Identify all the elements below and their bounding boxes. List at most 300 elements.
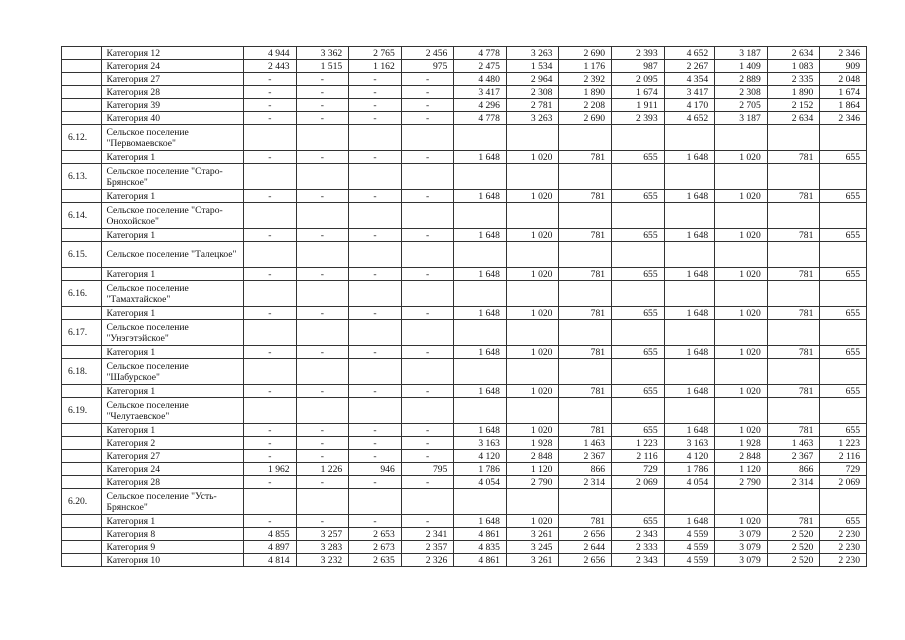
- value-cell: [767, 359, 820, 385]
- value-cell: 4 559: [664, 541, 715, 554]
- value-cell: [664, 489, 715, 515]
- value-cell: [296, 242, 349, 268]
- value-cell: [612, 164, 665, 190]
- value-cell: [244, 125, 297, 151]
- value-cell: [715, 242, 768, 268]
- section-row: [62, 203, 867, 229]
- value-cell: 655: [820, 385, 867, 398]
- value-cell: [820, 125, 867, 151]
- value-cell: 4 652: [664, 112, 715, 125]
- value-cell: [559, 320, 612, 346]
- value-cell: [401, 489, 454, 515]
- value-cell: 1 020: [715, 385, 768, 398]
- value-cell: -: [401, 385, 454, 398]
- value-cell: [454, 125, 507, 151]
- table-row: [62, 229, 867, 242]
- value-cell: 3 362: [296, 47, 349, 60]
- value-cell: 655: [820, 346, 867, 359]
- value-cell: 2 069: [612, 476, 665, 489]
- value-cell: [296, 281, 349, 307]
- value-cell: [349, 359, 402, 385]
- value-cell: -: [349, 437, 402, 450]
- value-cell: [401, 125, 454, 151]
- table-row: [62, 541, 867, 554]
- value-cell: 781: [767, 190, 820, 203]
- value-cell: -: [296, 268, 349, 281]
- value-cell: 781: [559, 268, 612, 281]
- value-cell: [820, 320, 867, 346]
- value-cell: -: [401, 229, 454, 242]
- value-cell: 2 443: [244, 60, 297, 73]
- value-cell: 1 020: [715, 307, 768, 320]
- value-cell: 1 020: [506, 346, 559, 359]
- row-code: 6.13.: [62, 164, 102, 190]
- value-cell: 2 848: [506, 450, 559, 463]
- value-cell: 4 897: [244, 541, 297, 554]
- value-cell: [506, 489, 559, 515]
- value-cell: [559, 164, 612, 190]
- row-code: [62, 229, 102, 242]
- category-name: Категория 1: [102, 190, 244, 203]
- value-cell: 655: [820, 229, 867, 242]
- value-cell: 2 456: [401, 47, 454, 60]
- value-cell: [454, 242, 507, 268]
- value-cell: -: [296, 73, 349, 86]
- section-row: [62, 242, 867, 268]
- value-cell: [612, 398, 665, 424]
- value-cell: [401, 281, 454, 307]
- value-cell: -: [244, 73, 297, 86]
- value-cell: [820, 489, 867, 515]
- value-cell: 781: [767, 515, 820, 528]
- row-code: 6.16.: [62, 281, 102, 307]
- value-cell: 4 559: [664, 528, 715, 541]
- category-name: Категория 27: [102, 450, 244, 463]
- value-cell: 4 480: [454, 73, 507, 86]
- value-cell: -: [296, 437, 349, 450]
- section-row: [62, 359, 867, 385]
- value-cell: 2 208: [559, 99, 612, 112]
- value-cell: 2 848: [715, 450, 768, 463]
- value-cell: 1 020: [715, 424, 768, 437]
- settlement-name: Сельское поселение "Тамахтайское": [102, 281, 244, 307]
- section-row: [62, 398, 867, 424]
- value-cell: [401, 242, 454, 268]
- value-cell: 781: [559, 515, 612, 528]
- value-cell: 781: [559, 346, 612, 359]
- value-cell: -: [349, 99, 402, 112]
- value-cell: [506, 203, 559, 229]
- value-cell: 1 911: [612, 99, 665, 112]
- row-code: [62, 476, 102, 489]
- value-cell: -: [244, 385, 297, 398]
- value-cell: [715, 489, 768, 515]
- value-cell: [820, 398, 867, 424]
- value-cell: 1 648: [664, 307, 715, 320]
- settlement-name: Сельское поселение "Унэгэтэйское": [102, 320, 244, 346]
- category-name: Категория 12: [102, 47, 244, 60]
- value-cell: -: [349, 86, 402, 99]
- value-cell: 2 152: [767, 99, 820, 112]
- value-cell: 975: [401, 60, 454, 73]
- value-cell: 2 069: [820, 476, 867, 489]
- category-name: Категория 9: [102, 541, 244, 554]
- value-cell: [244, 398, 297, 424]
- value-cell: 781: [559, 307, 612, 320]
- value-cell: 4 054: [664, 476, 715, 489]
- value-cell: -: [296, 112, 349, 125]
- value-cell: -: [349, 515, 402, 528]
- value-cell: 2 230: [820, 528, 867, 541]
- value-cell: 1 864: [820, 99, 867, 112]
- value-cell: -: [401, 515, 454, 528]
- table-row: [62, 515, 867, 528]
- value-cell: 1 928: [506, 437, 559, 450]
- value-cell: 2 520: [767, 554, 820, 567]
- value-cell: 1 409: [715, 60, 768, 73]
- value-cell: 2 393: [612, 47, 665, 60]
- value-cell: 2 475: [454, 60, 507, 73]
- value-cell: [664, 242, 715, 268]
- value-cell: 2 343: [612, 528, 665, 541]
- value-cell: [664, 164, 715, 190]
- value-cell: -: [349, 346, 402, 359]
- table-row: [62, 437, 867, 450]
- value-cell: [820, 203, 867, 229]
- value-cell: 2 520: [767, 528, 820, 541]
- value-cell: 1 648: [454, 385, 507, 398]
- value-cell: -: [296, 307, 349, 320]
- table-row: [62, 190, 867, 203]
- table-row: [62, 86, 867, 99]
- row-code: [62, 541, 102, 554]
- value-cell: 3 417: [664, 86, 715, 99]
- value-cell: [506, 398, 559, 424]
- value-cell: 2 393: [612, 112, 665, 125]
- row-code: [62, 346, 102, 359]
- section-row: [62, 489, 867, 515]
- value-cell: -: [349, 151, 402, 164]
- value-cell: -: [296, 190, 349, 203]
- value-cell: -: [244, 346, 297, 359]
- value-cell: [767, 489, 820, 515]
- value-cell: -: [401, 437, 454, 450]
- value-cell: -: [401, 99, 454, 112]
- value-cell: 4 855: [244, 528, 297, 541]
- value-cell: [715, 125, 768, 151]
- value-cell: [664, 125, 715, 151]
- value-cell: [349, 125, 402, 151]
- value-cell: [715, 320, 768, 346]
- value-cell: 4 120: [454, 450, 507, 463]
- value-cell: 2 230: [820, 554, 867, 567]
- value-cell: 866: [767, 463, 820, 476]
- value-cell: -: [401, 73, 454, 86]
- value-cell: 4 814: [244, 554, 297, 567]
- value-cell: 1 648: [454, 151, 507, 164]
- value-cell: -: [244, 112, 297, 125]
- value-cell: [506, 125, 559, 151]
- value-cell: 781: [767, 307, 820, 320]
- value-cell: [506, 359, 559, 385]
- value-cell: 4 778: [454, 47, 507, 60]
- value-cell: [296, 320, 349, 346]
- category-name: Категория 10: [102, 554, 244, 567]
- settlement-name: Сельское поселение "Талецкое": [102, 242, 244, 268]
- value-cell: -: [296, 424, 349, 437]
- row-code: [62, 463, 102, 476]
- value-cell: -: [296, 346, 349, 359]
- value-cell: [401, 164, 454, 190]
- value-cell: 4 296: [454, 99, 507, 112]
- value-cell: -: [296, 99, 349, 112]
- value-cell: 4 944: [244, 47, 297, 60]
- value-cell: -: [349, 476, 402, 489]
- value-cell: [664, 320, 715, 346]
- value-cell: -: [349, 229, 402, 242]
- value-cell: -: [296, 86, 349, 99]
- value-cell: -: [244, 86, 297, 99]
- value-cell: 2 048: [820, 73, 867, 86]
- value-cell: 2 230: [820, 541, 867, 554]
- value-cell: 2 314: [767, 476, 820, 489]
- value-cell: [349, 489, 402, 515]
- value-cell: [349, 281, 402, 307]
- value-cell: 1 674: [612, 86, 665, 99]
- value-cell: 3 079: [715, 541, 768, 554]
- settlement-name: Сельское поселение "Старо-Брянское": [102, 164, 244, 190]
- value-cell: 1 120: [506, 463, 559, 476]
- value-cell: 3 163: [454, 437, 507, 450]
- value-cell: 909: [820, 60, 867, 73]
- value-cell: -: [401, 190, 454, 203]
- value-cell: 2 644: [559, 541, 612, 554]
- value-cell: 781: [559, 385, 612, 398]
- value-cell: -: [349, 73, 402, 86]
- row-code: [62, 450, 102, 463]
- row-code: [62, 86, 102, 99]
- value-cell: 2 653: [349, 528, 402, 541]
- value-cell: [244, 242, 297, 268]
- value-cell: 1 083: [767, 60, 820, 73]
- value-cell: 655: [612, 151, 665, 164]
- row-code: [62, 515, 102, 528]
- settlement-name: Сельское поселение "Челутаевское": [102, 398, 244, 424]
- value-cell: 1 962: [244, 463, 297, 476]
- value-cell: 655: [820, 268, 867, 281]
- value-cell: -: [296, 450, 349, 463]
- category-name: Категория 24: [102, 463, 244, 476]
- table-row: [62, 307, 867, 320]
- value-cell: [767, 125, 820, 151]
- row-code: 6.20.: [62, 489, 102, 515]
- row-code: [62, 73, 102, 86]
- value-cell: 2 333: [612, 541, 665, 554]
- value-cell: 1 648: [454, 515, 507, 528]
- value-cell: [454, 281, 507, 307]
- value-cell: 3 187: [715, 112, 768, 125]
- value-cell: 655: [612, 385, 665, 398]
- value-cell: [349, 320, 402, 346]
- value-cell: 1 648: [454, 307, 507, 320]
- value-cell: 1 674: [820, 86, 867, 99]
- value-cell: -: [401, 450, 454, 463]
- value-cell: -: [296, 515, 349, 528]
- value-cell: [559, 359, 612, 385]
- value-cell: 1 890: [767, 86, 820, 99]
- row-code: [62, 47, 102, 60]
- value-cell: [349, 398, 402, 424]
- value-cell: [612, 125, 665, 151]
- row-code: [62, 151, 102, 164]
- value-cell: -: [401, 112, 454, 125]
- value-cell: 655: [820, 424, 867, 437]
- value-cell: [612, 320, 665, 346]
- tariff-table: [61, 46, 867, 567]
- value-cell: 1 534: [506, 60, 559, 73]
- value-cell: 2 314: [559, 476, 612, 489]
- value-cell: -: [349, 268, 402, 281]
- value-cell: -: [244, 437, 297, 450]
- value-cell: 655: [612, 424, 665, 437]
- category-name: Категория 28: [102, 86, 244, 99]
- value-cell: 2 308: [506, 86, 559, 99]
- table-row: [62, 112, 867, 125]
- value-cell: 2 781: [506, 99, 559, 112]
- value-cell: 781: [767, 385, 820, 398]
- value-cell: -: [401, 307, 454, 320]
- value-cell: -: [296, 151, 349, 164]
- table-row: [62, 528, 867, 541]
- value-cell: [244, 281, 297, 307]
- value-cell: 2 635: [349, 554, 402, 567]
- value-cell: 781: [767, 268, 820, 281]
- value-cell: 1 020: [715, 346, 768, 359]
- value-cell: [296, 398, 349, 424]
- value-cell: 2 326: [401, 554, 454, 567]
- value-cell: 946: [349, 463, 402, 476]
- value-cell: [664, 398, 715, 424]
- value-cell: [454, 489, 507, 515]
- value-cell: 2 116: [820, 450, 867, 463]
- value-cell: [506, 281, 559, 307]
- category-name: Категория 27: [102, 73, 244, 86]
- value-cell: -: [401, 151, 454, 164]
- value-cell: 795: [401, 463, 454, 476]
- value-cell: -: [349, 450, 402, 463]
- value-cell: 3 263: [506, 47, 559, 60]
- value-cell: [612, 489, 665, 515]
- value-cell: 1 226: [296, 463, 349, 476]
- value-cell: [612, 359, 665, 385]
- category-name: Категория 1: [102, 515, 244, 528]
- value-cell: -: [401, 268, 454, 281]
- value-cell: -: [244, 307, 297, 320]
- table-row: [62, 463, 867, 476]
- value-cell: [454, 398, 507, 424]
- value-cell: [820, 242, 867, 268]
- value-cell: [664, 359, 715, 385]
- value-cell: [715, 203, 768, 229]
- value-cell: 3 079: [715, 528, 768, 541]
- value-cell: [454, 164, 507, 190]
- value-cell: 3 263: [506, 112, 559, 125]
- value-cell: 1 020: [715, 229, 768, 242]
- value-cell: 4 559: [664, 554, 715, 567]
- value-cell: 2 267: [664, 60, 715, 73]
- value-cell: 1 648: [664, 424, 715, 437]
- value-cell: 1 890: [559, 86, 612, 99]
- value-cell: [559, 203, 612, 229]
- value-cell: 2 705: [715, 99, 768, 112]
- value-cell: 1 648: [454, 346, 507, 359]
- value-cell: 4 861: [454, 554, 507, 567]
- value-cell: 3 261: [506, 554, 559, 567]
- value-cell: 655: [612, 346, 665, 359]
- value-cell: 1 020: [506, 515, 559, 528]
- value-cell: 1 020: [506, 190, 559, 203]
- value-cell: 1 020: [506, 229, 559, 242]
- value-cell: 4 170: [664, 99, 715, 112]
- value-cell: [820, 359, 867, 385]
- value-cell: [767, 281, 820, 307]
- row-code: [62, 60, 102, 73]
- value-cell: 4 778: [454, 112, 507, 125]
- value-cell: 1 020: [506, 424, 559, 437]
- value-cell: 1 648: [664, 268, 715, 281]
- value-cell: 4 652: [664, 47, 715, 60]
- value-cell: [296, 359, 349, 385]
- value-cell: -: [401, 86, 454, 99]
- value-cell: [767, 398, 820, 424]
- section-row: [62, 164, 867, 190]
- row-code: [62, 190, 102, 203]
- value-cell: [454, 320, 507, 346]
- value-cell: [454, 203, 507, 229]
- value-cell: 1 928: [715, 437, 768, 450]
- value-cell: [559, 489, 612, 515]
- value-cell: [244, 489, 297, 515]
- value-cell: -: [401, 424, 454, 437]
- value-cell: [296, 125, 349, 151]
- value-cell: 2 634: [767, 112, 820, 125]
- value-cell: 655: [820, 151, 867, 164]
- section-row: [62, 281, 867, 307]
- section-row: [62, 320, 867, 346]
- value-cell: 1 648: [664, 229, 715, 242]
- row-code: [62, 437, 102, 450]
- value-cell: 2 367: [767, 450, 820, 463]
- table-row: [62, 99, 867, 112]
- value-cell: -: [244, 450, 297, 463]
- value-cell: -: [296, 385, 349, 398]
- value-cell: [715, 398, 768, 424]
- value-cell: 1 463: [559, 437, 612, 450]
- value-cell: [715, 281, 768, 307]
- value-cell: [349, 242, 402, 268]
- value-cell: [296, 164, 349, 190]
- value-cell: 655: [612, 268, 665, 281]
- value-cell: 1 648: [664, 346, 715, 359]
- value-cell: [244, 164, 297, 190]
- value-cell: 3 187: [715, 47, 768, 60]
- value-cell: 1 463: [767, 437, 820, 450]
- value-cell: [767, 242, 820, 268]
- value-cell: 655: [612, 515, 665, 528]
- value-cell: 781: [559, 229, 612, 242]
- value-cell: 2 964: [506, 73, 559, 86]
- row-code: [62, 554, 102, 567]
